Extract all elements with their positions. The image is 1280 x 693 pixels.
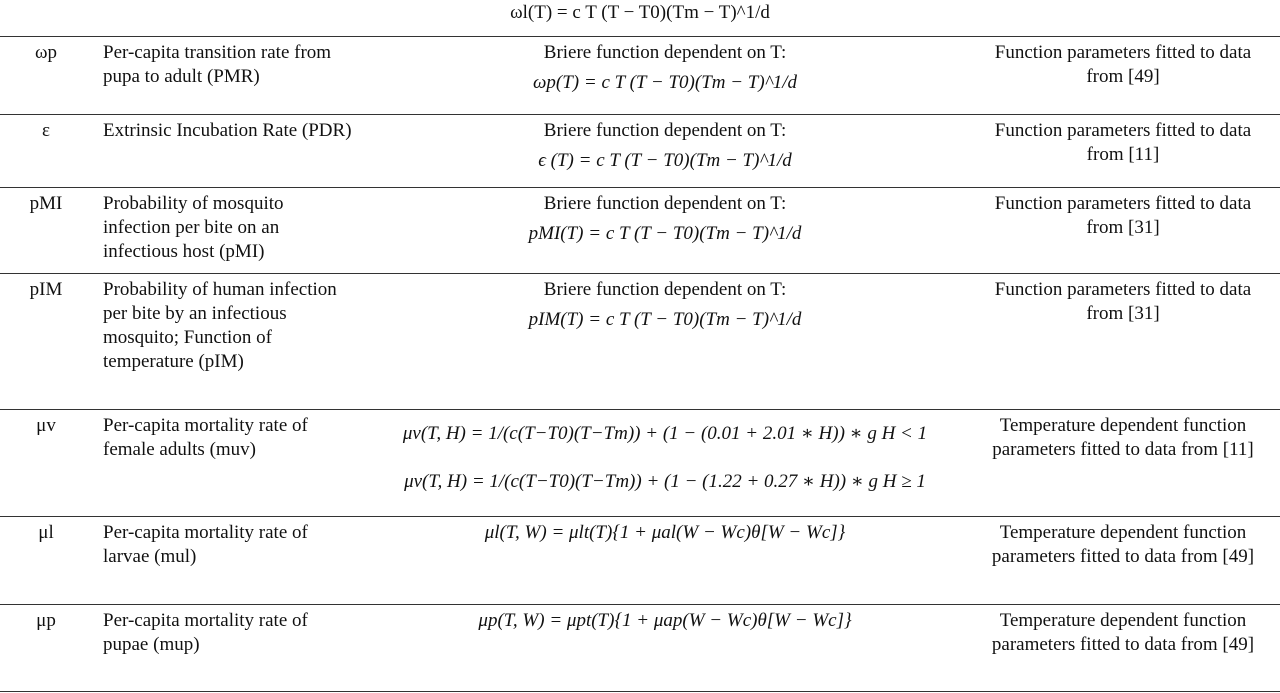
description-cell: Probability of mosquito infection per bite on an infectious host (pMI) [103, 193, 284, 262]
formula-header: Briere function dependent on T: [543, 193, 787, 214]
symbol-cell: ε [42, 120, 50, 141]
source-cell: Temperature dependent function parameters fitted to data from [11] [992, 415, 1254, 460]
formula-header: Briere function dependent on T: [543, 120, 787, 141]
top-formula-omega-l: ωl(T) = c T (T − T0)(Tm − T)^1/d [510, 2, 770, 23]
table-row [0, 409, 1280, 517]
source-cell: Temperature dependent function parameters fitted to data from [49] [991, 522, 1255, 567]
source-cell: Temperature dependent function parameters fitted to data from [49] [991, 610, 1255, 655]
formula: pIM(T) = c T (T − T0)(Tm − T)^1/d [528, 309, 802, 330]
source-cell: Function parameters fitted to data from [49] [994, 42, 1252, 87]
source-cell: Function parameters fitted to data from [31] [994, 279, 1252, 324]
formula-header: Briere function dependent on T: [543, 279, 787, 300]
symbol-cell: μv [36, 415, 56, 436]
symbol-cell: pMI [29, 193, 63, 214]
formula-header: Briere function dependent on T: [543, 42, 787, 63]
formula: μv(T, H) = 1/(c(T−T0)(T−Tm)) + (1 − (0.01 + 2.01 ∗ H)) ∗ g H < 1 [402, 423, 928, 444]
source-cell: Function parameters fitted to data from [31] [994, 193, 1252, 238]
table-row [0, 36, 1280, 115]
source-cell: Function parameters fitted to data from [11] [994, 120, 1252, 165]
symbol-cell: pIM [29, 279, 63, 300]
formula: μl(T, W) = μlt(T){1 + μal(W − Wc)θ[W − Wc]} [484, 522, 846, 543]
formula-cell [360, 278, 970, 332]
description-cell: Per-capita mortality rate of female adults (muv) [103, 415, 308, 460]
formula: pMI(T) = c T (T − T0)(Tm − T)^1/d [528, 223, 802, 244]
formula: μv(T, H) = 1/(c(T−T0)(T−Tm)) + (1 − (1.22 + 0.27 ∗ H)) ∗ g H ≥ 1 [404, 471, 926, 492]
table-row [0, 114, 1280, 188]
description-cell: Per-capita mortality rate of pupae (mup) [103, 610, 308, 655]
description-cell: Probability of human infection per bite by an infectious mosquito; Function of temperature (pIM) [103, 279, 337, 372]
formula: μp(T, W) = μpt(T){1 + μap(W − Wc)θ[W − Wc]} [478, 610, 852, 631]
formula-cell [360, 609, 970, 641]
symbol-cell: ωp [34, 42, 57, 63]
formula: ωp(T) = c T (T − T0)(Tm − T)^1/d [532, 72, 797, 93]
table-row [0, 273, 1280, 410]
formula-cell [360, 41, 970, 95]
table-row [0, 516, 1280, 605]
formula: ϵ (T) = c T (T − T0)(Tm − T)^1/d [538, 150, 792, 171]
description-cell: Per-capita transition rate from pupa to adult (PMR) [103, 42, 332, 87]
table-row [0, 187, 1280, 274]
symbol-cell: μp [36, 610, 56, 631]
description-cell: Extrinsic Incubation Rate (PDR) [103, 120, 352, 141]
table-row [0, 604, 1280, 692]
formula-cell [360, 119, 970, 173]
formula-cell [360, 414, 970, 494]
formula-cell [360, 192, 970, 246]
formula-cell [360, 521, 970, 553]
description-cell: Per-capita mortality rate of larvae (mul) [103, 522, 308, 567]
symbol-cell: μl [38, 522, 54, 543]
